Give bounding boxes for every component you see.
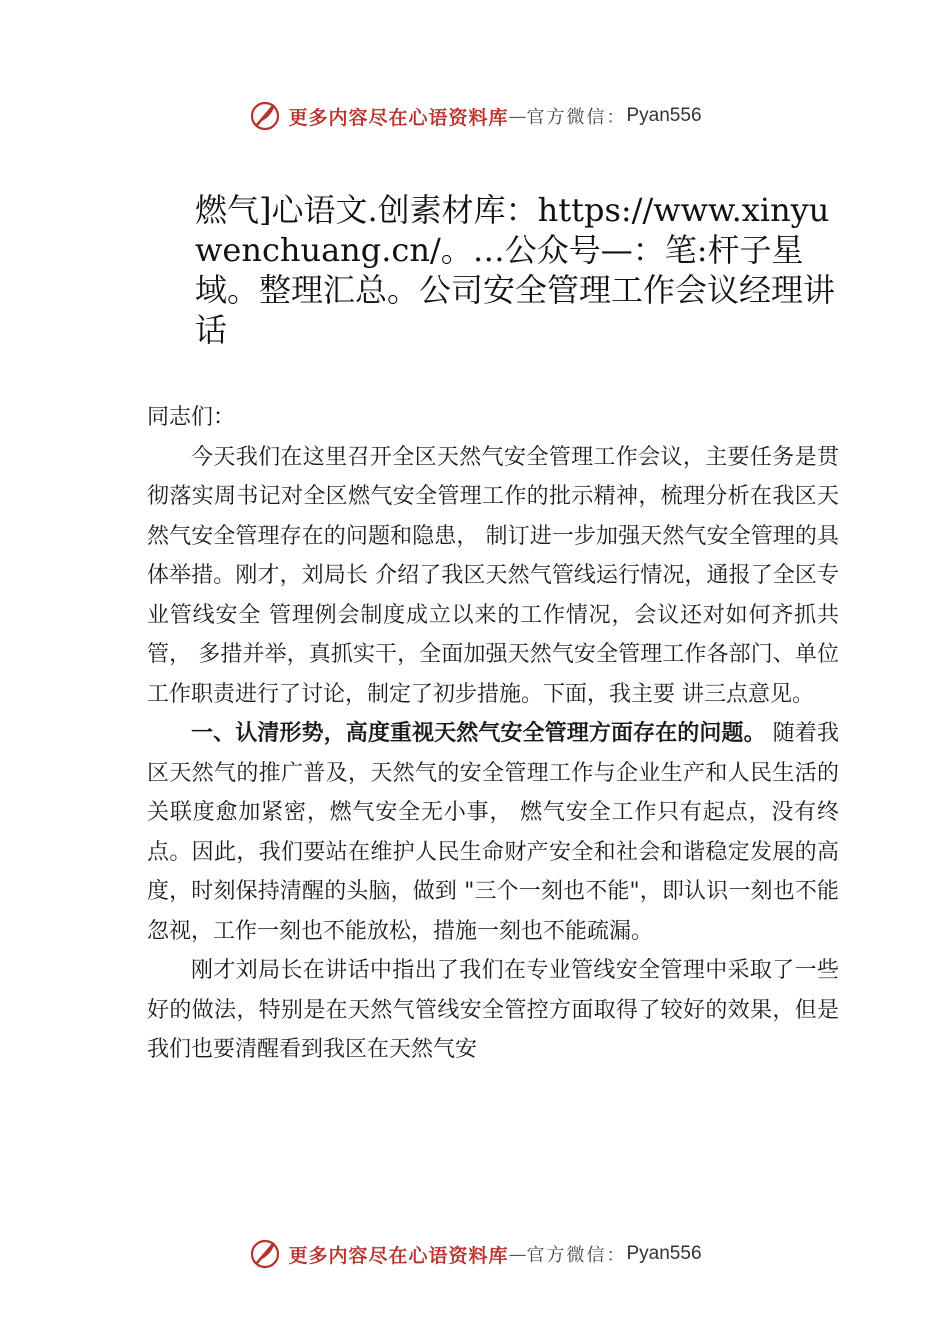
wechat-id: Pyan556 — [626, 105, 702, 126]
banner-separator: — — [508, 105, 527, 127]
salutation: 同志们： — [147, 405, 236, 430]
feather-pen-logo-icon — [248, 99, 282, 133]
brand-name: 更多内容尽在心语资料库 — [288, 1244, 509, 1267]
wechat-label: 官方微信： — [526, 107, 627, 128]
banner-separator: — — [508, 1243, 527, 1265]
document-body — [147, 398, 839, 1070]
brand-name: 更多内容尽在心语资料库 — [288, 106, 509, 129]
wechat-label: 官方微信： — [526, 1245, 627, 1266]
wechat-id: Pyan556 — [626, 1243, 702, 1264]
feather-pen-logo-icon — [248, 1237, 282, 1271]
document-title: 燃气]心语文.创素材库：https://www.xinyuwenchuang.cn/。…公众号—：笔:杆子星域。整理汇总。公司安全管理工作会议经理讲话 — [195, 191, 836, 349]
paragraph-3: 刚才刘局长在讲话中指出了我们在专业管线安全管理中采取了一些好的做法，特别是在天然气管线安全管控方面取得了较好的效果，但是我们也要清醒看到我区在天然气安 — [147, 958, 839, 1062]
section-1-text: 随着我区天然气的推广普及，天然气的安全管理工作与企业生产和人民生活的关联度愈加紧密，燃气安全无小事， 燃气安全工作只有起点，没有终点。因此，我们要站在维护人民生命财产安全和社会和谐稳定发展的高度，时刻保持清醒的头脑，做到 "三个一刻也不能"，即认识一刻也不能忽视，工作一刻也不能放松，措施一刻也不能疏漏。 — [147, 721, 839, 944]
section-1 — [147, 714, 839, 951]
paragraph-intro: 今天我们在这里召开全区天然气安全管理工作会议，主要任务是贯彻落实周书记对全区燃气安全管理工作的批示精神，梳理分析在我区天然气安全管理存在的问题和隐患， 制订进一步加强天然气安全管理的具体举措。刚才，刘局长 介绍了我区天然气管线运行情况，通报了全区专业管线安全 管理例会制度成立以来的工作情况，会议还对如何齐抓共管， 多措并举，真抓实干，全面加强天然气安全管理工作各部门、单位工作职责进行了讨论，制定了初步措施。下面，我主要 讲三点意见。 — [147, 444, 839, 707]
section-1-heading: 一、认清形势，高度重视天然气安全管理方面存在的问题。 — [191, 721, 766, 746]
footer-banner — [0, 1234, 950, 1274]
header-banner — [0, 96, 950, 136]
